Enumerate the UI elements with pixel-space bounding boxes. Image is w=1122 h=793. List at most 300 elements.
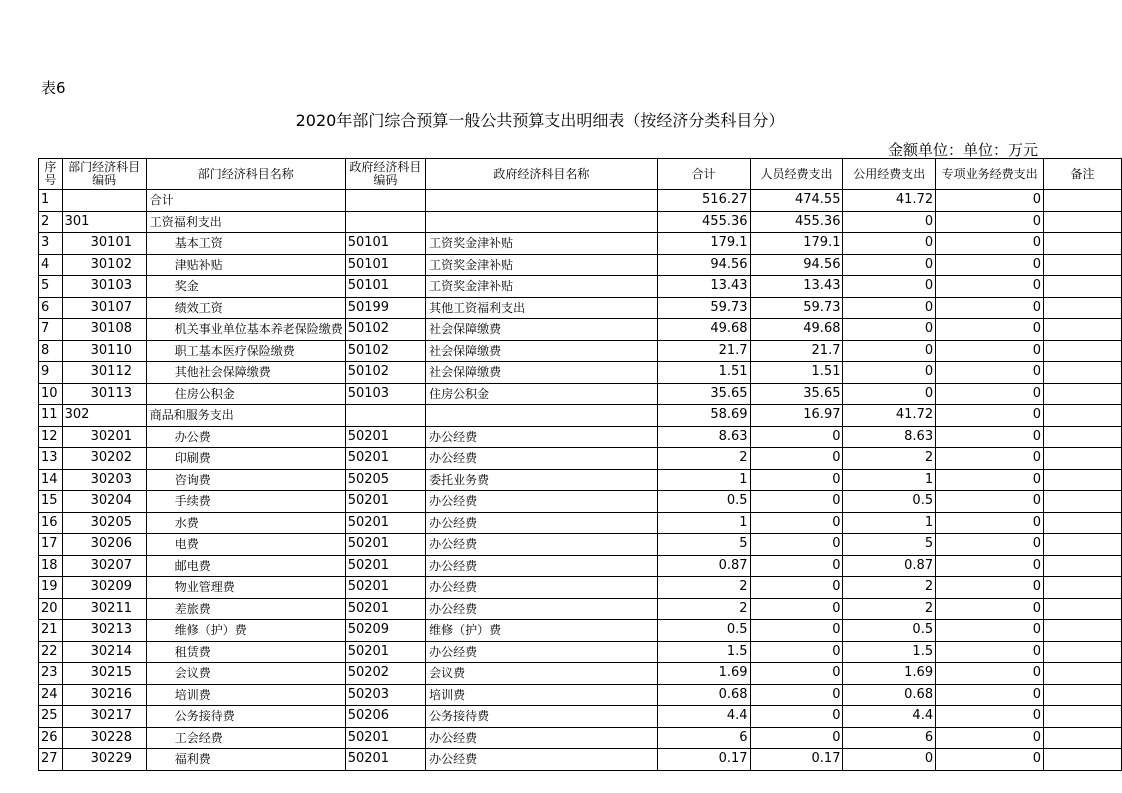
gov-name-cell: 办公经费 bbox=[426, 448, 658, 470]
note-cell bbox=[1044, 555, 1122, 577]
dept-code-cell: 30205 bbox=[62, 512, 146, 534]
dept-name-cell: 工资福利支出 bbox=[146, 211, 345, 233]
table-row bbox=[39, 297, 1122, 319]
table-row bbox=[39, 555, 1122, 577]
public-cell: 6 bbox=[843, 727, 936, 749]
personnel-cell: 0 bbox=[750, 663, 843, 685]
gov-name-cell: 工资奖金津补贴 bbox=[426, 276, 658, 298]
total-cell: 58.69 bbox=[657, 405, 750, 427]
note-cell bbox=[1044, 405, 1122, 427]
row-no: 6 bbox=[39, 297, 63, 319]
note-cell bbox=[1044, 534, 1122, 556]
public-cell: 0.87 bbox=[843, 555, 936, 577]
gov-code-cell: 50101 bbox=[345, 233, 425, 255]
gov-name-cell: 工资奖金津补贴 bbox=[426, 233, 658, 255]
note-cell bbox=[1044, 319, 1122, 341]
gov-code-cell: 50199 bbox=[345, 297, 425, 319]
table-row bbox=[39, 469, 1122, 491]
gov-name-cell: 委托业务费 bbox=[426, 469, 658, 491]
col-header-note: 备注 bbox=[1044, 159, 1122, 190]
table-label: 表6 bbox=[41, 79, 66, 97]
dept-name-cell: 其他社会保障缴费 bbox=[146, 362, 345, 384]
note-cell bbox=[1044, 598, 1122, 620]
dept-code-cell: 30103 bbox=[62, 276, 146, 298]
dept-name-cell: 商品和服务支出 bbox=[146, 405, 345, 427]
dept-name-cell: 维修（护）费 bbox=[146, 620, 345, 642]
total-cell: 13.43 bbox=[657, 276, 750, 298]
personnel-cell: 1.51 bbox=[750, 362, 843, 384]
public-cell: 1.5 bbox=[843, 641, 936, 663]
unit-note: 金额单位：单位：万元 bbox=[887, 141, 1038, 159]
special-cell: 0 bbox=[936, 512, 1044, 534]
special-cell: 0 bbox=[936, 706, 1044, 728]
total-cell: 1.51 bbox=[657, 362, 750, 384]
col-header-total: 合计 bbox=[657, 159, 750, 190]
total-cell: 35.65 bbox=[657, 383, 750, 405]
gov-code-cell: 50201 bbox=[345, 534, 425, 556]
personnel-cell: 0 bbox=[750, 448, 843, 470]
dept-code-cell: 30228 bbox=[62, 727, 146, 749]
note-cell bbox=[1044, 641, 1122, 663]
header-row bbox=[39, 159, 1122, 190]
public-cell: 2 bbox=[843, 598, 936, 620]
note-cell bbox=[1044, 426, 1122, 448]
personnel-cell: 179.1 bbox=[750, 233, 843, 255]
special-cell: 0 bbox=[936, 211, 1044, 233]
total-cell: 1 bbox=[657, 469, 750, 491]
table-row bbox=[39, 405, 1122, 427]
row-no: 5 bbox=[39, 276, 63, 298]
total-cell: 21.7 bbox=[657, 340, 750, 362]
total-cell: 179.1 bbox=[657, 233, 750, 255]
gov-code-cell: 50205 bbox=[345, 469, 425, 491]
dept-code-cell: 30215 bbox=[62, 663, 146, 685]
total-cell: 2 bbox=[657, 598, 750, 620]
row-no: 13 bbox=[39, 448, 63, 470]
gov-name-cell: 会议费 bbox=[426, 663, 658, 685]
dept-code-cell: 30209 bbox=[62, 577, 146, 599]
gov-name-cell: 社会保障缴费 bbox=[426, 319, 658, 341]
dept-code-cell: 30203 bbox=[62, 469, 146, 491]
table-row bbox=[39, 727, 1122, 749]
gov-name-cell: 办公经费 bbox=[426, 749, 658, 771]
special-cell: 0 bbox=[936, 190, 1044, 212]
row-no: 27 bbox=[39, 749, 63, 771]
public-cell: 0.5 bbox=[843, 491, 936, 513]
dept-name-cell: 差旅费 bbox=[146, 598, 345, 620]
special-cell: 0 bbox=[936, 297, 1044, 319]
table-row bbox=[39, 211, 1122, 233]
personnel-cell: 0 bbox=[750, 534, 843, 556]
row-no: 17 bbox=[39, 534, 63, 556]
gov-name-cell: 办公经费 bbox=[426, 512, 658, 534]
special-cell: 0 bbox=[936, 598, 1044, 620]
note-cell bbox=[1044, 254, 1122, 276]
dept-code-cell: 30202 bbox=[62, 448, 146, 470]
col-header-dept-name: 部门经济科目名称 bbox=[146, 159, 345, 190]
gov-code-cell: 50201 bbox=[345, 426, 425, 448]
table-row bbox=[39, 340, 1122, 362]
gov-code-cell: 50201 bbox=[345, 749, 425, 771]
table-row bbox=[39, 254, 1122, 276]
row-no: 7 bbox=[39, 319, 63, 341]
special-cell: 0 bbox=[936, 749, 1044, 771]
special-cell: 0 bbox=[936, 254, 1044, 276]
dept-name-cell: 租赁费 bbox=[146, 641, 345, 663]
dept-name-cell: 水费 bbox=[146, 512, 345, 534]
gov-code-cell: 50209 bbox=[345, 620, 425, 642]
row-no: 19 bbox=[39, 577, 63, 599]
public-cell: 0 bbox=[843, 276, 936, 298]
personnel-cell: 0 bbox=[750, 727, 843, 749]
public-cell: 0 bbox=[843, 319, 936, 341]
note-cell bbox=[1044, 190, 1122, 212]
note-cell bbox=[1044, 276, 1122, 298]
note-cell bbox=[1044, 577, 1122, 599]
dept-code-cell: 30207 bbox=[62, 555, 146, 577]
table-row bbox=[39, 534, 1122, 556]
gov-code-cell: 50202 bbox=[345, 663, 425, 685]
public-cell: 41.72 bbox=[843, 405, 936, 427]
note-cell bbox=[1044, 469, 1122, 491]
gov-code-cell: 50103 bbox=[345, 383, 425, 405]
table-row bbox=[39, 684, 1122, 706]
gov-code-cell: 50102 bbox=[345, 319, 425, 341]
table-row bbox=[39, 641, 1122, 663]
total-cell: 0.68 bbox=[657, 684, 750, 706]
table-row bbox=[39, 577, 1122, 599]
table-row bbox=[39, 362, 1122, 384]
note-cell bbox=[1044, 362, 1122, 384]
gov-code-cell: 50201 bbox=[345, 598, 425, 620]
gov-code-cell: 50201 bbox=[345, 512, 425, 534]
row-no: 15 bbox=[39, 491, 63, 513]
total-cell: 1 bbox=[657, 512, 750, 534]
personnel-cell: 0 bbox=[750, 469, 843, 491]
table-row bbox=[39, 598, 1122, 620]
row-no: 16 bbox=[39, 512, 63, 534]
dept-code-cell: 30110 bbox=[62, 340, 146, 362]
table-row bbox=[39, 276, 1122, 298]
total-cell: 6 bbox=[657, 727, 750, 749]
col-header-personnel: 人员经费支出 bbox=[750, 159, 843, 190]
page-title: 2020年部门综合预算一般公共预算支出明细表（按经济分类科目分） bbox=[295, 111, 785, 130]
personnel-cell: 0 bbox=[750, 641, 843, 663]
personnel-cell: 0 bbox=[750, 706, 843, 728]
dept-code-cell: 30107 bbox=[62, 297, 146, 319]
dept-code-cell: 30102 bbox=[62, 254, 146, 276]
table-row bbox=[39, 448, 1122, 470]
special-cell: 0 bbox=[936, 426, 1044, 448]
public-cell: 0 bbox=[843, 297, 936, 319]
gov-name-cell: 办公经费 bbox=[426, 577, 658, 599]
gov-code-cell: 50201 bbox=[345, 641, 425, 663]
total-cell: 2 bbox=[657, 577, 750, 599]
total-cell: 0.5 bbox=[657, 491, 750, 513]
dept-name-cell: 奖金 bbox=[146, 276, 345, 298]
dept-name-cell: 机关事业单位基本养老保险缴费 bbox=[146, 319, 345, 341]
personnel-cell: 94.56 bbox=[750, 254, 843, 276]
total-cell: 5 bbox=[657, 534, 750, 556]
gov-name-cell: 其他工资福利支出 bbox=[426, 297, 658, 319]
col-header-gov-name: 政府经济科目名称 bbox=[426, 159, 658, 190]
dept-name-cell: 津贴补贴 bbox=[146, 254, 345, 276]
note-cell bbox=[1044, 706, 1122, 728]
dept-name-cell: 住房公积金 bbox=[146, 383, 345, 405]
personnel-cell: 35.65 bbox=[750, 383, 843, 405]
public-cell: 0.5 bbox=[843, 620, 936, 642]
special-cell: 0 bbox=[936, 276, 1044, 298]
row-no: 22 bbox=[39, 641, 63, 663]
personnel-cell: 0 bbox=[750, 684, 843, 706]
row-no: 3 bbox=[39, 233, 63, 255]
dept-code-cell: 30216 bbox=[62, 684, 146, 706]
public-cell: 41.72 bbox=[843, 190, 936, 212]
gov-code-cell: 50201 bbox=[345, 727, 425, 749]
row-no: 8 bbox=[39, 340, 63, 362]
col-header-no: 序号 bbox=[39, 159, 63, 190]
personnel-cell: 21.7 bbox=[750, 340, 843, 362]
total-cell: 1.69 bbox=[657, 663, 750, 685]
special-cell: 0 bbox=[936, 233, 1044, 255]
personnel-cell: 0 bbox=[750, 491, 843, 513]
note-cell bbox=[1044, 620, 1122, 642]
gov-code-cell: 50101 bbox=[345, 276, 425, 298]
dept-code-cell bbox=[62, 190, 146, 212]
total-cell: 455.36 bbox=[657, 211, 750, 233]
total-cell: 1.5 bbox=[657, 641, 750, 663]
gov-name-cell: 维修（护）费 bbox=[426, 620, 658, 642]
table-row bbox=[39, 190, 1122, 212]
note-cell bbox=[1044, 340, 1122, 362]
total-cell: 0.17 bbox=[657, 749, 750, 771]
gov-name-cell: 住房公积金 bbox=[426, 383, 658, 405]
special-cell: 0 bbox=[936, 448, 1044, 470]
dept-code-cell: 30101 bbox=[62, 233, 146, 255]
row-no: 25 bbox=[39, 706, 63, 728]
dept-name-cell: 公务接待费 bbox=[146, 706, 345, 728]
personnel-cell: 0 bbox=[750, 555, 843, 577]
dept-name-cell: 手续费 bbox=[146, 491, 345, 513]
special-cell: 0 bbox=[936, 383, 1044, 405]
gov-name-cell: 社会保障缴费 bbox=[426, 362, 658, 384]
public-cell: 0 bbox=[843, 254, 936, 276]
table-row bbox=[39, 426, 1122, 448]
note-cell bbox=[1044, 749, 1122, 771]
gov-name-cell: 办公经费 bbox=[426, 641, 658, 663]
gov-code-cell: 50201 bbox=[345, 491, 425, 513]
note-cell bbox=[1044, 448, 1122, 470]
dept-code-cell: 30229 bbox=[62, 749, 146, 771]
table-row bbox=[39, 319, 1122, 341]
dept-name-cell: 福利费 bbox=[146, 749, 345, 771]
dept-name-cell: 合计 bbox=[146, 190, 345, 212]
dept-code-cell: 30113 bbox=[62, 383, 146, 405]
special-cell: 0 bbox=[936, 405, 1044, 427]
note-cell bbox=[1044, 491, 1122, 513]
note-cell bbox=[1044, 297, 1122, 319]
dept-code-cell: 30112 bbox=[62, 362, 146, 384]
row-no: 23 bbox=[39, 663, 63, 685]
dept-code-cell: 30206 bbox=[62, 534, 146, 556]
budget-table bbox=[38, 158, 1122, 771]
dept-name-cell: 印刷费 bbox=[146, 448, 345, 470]
gov-code-cell: 50201 bbox=[345, 448, 425, 470]
row-no: 21 bbox=[39, 620, 63, 642]
dept-name-cell: 物业管理费 bbox=[146, 577, 345, 599]
special-cell: 0 bbox=[936, 362, 1044, 384]
dept-name-cell: 绩效工资 bbox=[146, 297, 345, 319]
gov-code-cell: 50102 bbox=[345, 362, 425, 384]
special-cell: 0 bbox=[936, 491, 1044, 513]
dept-code-cell: 30108 bbox=[62, 319, 146, 341]
public-cell: 5 bbox=[843, 534, 936, 556]
personnel-cell: 13.43 bbox=[750, 276, 843, 298]
total-cell: 59.73 bbox=[657, 297, 750, 319]
gov-code-cell: 50201 bbox=[345, 577, 425, 599]
note-cell bbox=[1044, 233, 1122, 255]
dept-name-cell: 电费 bbox=[146, 534, 345, 556]
public-cell: 8.63 bbox=[843, 426, 936, 448]
table-row bbox=[39, 512, 1122, 534]
dept-code-cell: 30201 bbox=[62, 426, 146, 448]
gov-name-cell: 公务接待费 bbox=[426, 706, 658, 728]
gov-code-cell: 50206 bbox=[345, 706, 425, 728]
gov-code-cell: 50102 bbox=[345, 340, 425, 362]
public-cell: 0.68 bbox=[843, 684, 936, 706]
gov-name-cell: 办公经费 bbox=[426, 426, 658, 448]
row-no: 1 bbox=[39, 190, 63, 212]
row-no: 20 bbox=[39, 598, 63, 620]
gov-name-cell: 办公经费 bbox=[426, 727, 658, 749]
col-header-dept-code: 部门经济科目编码 bbox=[62, 159, 146, 190]
dept-name-cell: 办公费 bbox=[146, 426, 345, 448]
public-cell: 1 bbox=[843, 512, 936, 534]
table-row bbox=[39, 620, 1122, 642]
table-row bbox=[39, 383, 1122, 405]
note-cell bbox=[1044, 663, 1122, 685]
special-cell: 0 bbox=[936, 663, 1044, 685]
row-no: 24 bbox=[39, 684, 63, 706]
row-no: 11 bbox=[39, 405, 63, 427]
total-cell: 0.5 bbox=[657, 620, 750, 642]
dept-name-cell: 会议费 bbox=[146, 663, 345, 685]
public-cell: 1.69 bbox=[843, 663, 936, 685]
row-no: 18 bbox=[39, 555, 63, 577]
gov-name-cell: 工资奖金津补贴 bbox=[426, 254, 658, 276]
gov-name-cell: 办公经费 bbox=[426, 534, 658, 556]
gov-name-cell: 办公经费 bbox=[426, 555, 658, 577]
table-row bbox=[39, 706, 1122, 728]
public-cell: 0 bbox=[843, 362, 936, 384]
public-cell: 2 bbox=[843, 577, 936, 599]
dept-name-cell: 基本工资 bbox=[146, 233, 345, 255]
special-cell: 0 bbox=[936, 684, 1044, 706]
total-cell: 0.87 bbox=[657, 555, 750, 577]
row-no: 12 bbox=[39, 426, 63, 448]
row-no: 2 bbox=[39, 211, 63, 233]
note-cell bbox=[1044, 727, 1122, 749]
total-cell: 94.56 bbox=[657, 254, 750, 276]
personnel-cell: 455.36 bbox=[750, 211, 843, 233]
gov-code-cell: 50203 bbox=[345, 684, 425, 706]
public-cell: 0 bbox=[843, 340, 936, 362]
special-cell: 0 bbox=[936, 555, 1044, 577]
note-cell bbox=[1044, 383, 1122, 405]
row-no: 9 bbox=[39, 362, 63, 384]
row-no: 10 bbox=[39, 383, 63, 405]
row-no: 14 bbox=[39, 469, 63, 491]
public-cell: 0 bbox=[843, 233, 936, 255]
special-cell: 0 bbox=[936, 577, 1044, 599]
special-cell: 0 bbox=[936, 620, 1044, 642]
note-cell bbox=[1044, 684, 1122, 706]
note-cell bbox=[1044, 211, 1122, 233]
personnel-cell: 474.55 bbox=[750, 190, 843, 212]
col-header-gov-code: 政府经济科目编码 bbox=[345, 159, 425, 190]
col-header-public: 公用经费支出 bbox=[843, 159, 936, 190]
gov-name-cell: 办公经费 bbox=[426, 491, 658, 513]
table-row bbox=[39, 749, 1122, 771]
dept-code-cell: 30217 bbox=[62, 706, 146, 728]
total-cell: 8.63 bbox=[657, 426, 750, 448]
special-cell: 0 bbox=[936, 641, 1044, 663]
personnel-cell: 16.97 bbox=[750, 405, 843, 427]
special-cell: 0 bbox=[936, 534, 1044, 556]
dept-name-cell: 职工基本医疗保险缴费 bbox=[146, 340, 345, 362]
personnel-cell: 0.17 bbox=[750, 749, 843, 771]
total-cell: 2 bbox=[657, 448, 750, 470]
personnel-cell: 0 bbox=[750, 512, 843, 534]
table-row bbox=[39, 233, 1122, 255]
gov-code-cell bbox=[345, 190, 425, 212]
gov-name-cell bbox=[426, 405, 658, 427]
row-no: 26 bbox=[39, 727, 63, 749]
total-cell: 516.27 bbox=[657, 190, 750, 212]
col-header-special: 专项业务经费支出 bbox=[936, 159, 1044, 190]
total-cell: 4.4 bbox=[657, 706, 750, 728]
gov-name-cell bbox=[426, 190, 658, 212]
dept-code-cell: 30214 bbox=[62, 641, 146, 663]
special-cell: 0 bbox=[936, 319, 1044, 341]
personnel-cell: 0 bbox=[750, 577, 843, 599]
special-cell: 0 bbox=[936, 340, 1044, 362]
public-cell: 0 bbox=[843, 383, 936, 405]
table-row bbox=[39, 663, 1122, 685]
gov-code-cell bbox=[345, 405, 425, 427]
dept-name-cell: 培训费 bbox=[146, 684, 345, 706]
gov-code-cell: 50201 bbox=[345, 555, 425, 577]
gov-name-cell: 培训费 bbox=[426, 684, 658, 706]
dept-name-cell: 邮电费 bbox=[146, 555, 345, 577]
personnel-cell: 59.73 bbox=[750, 297, 843, 319]
dept-code-cell: 30204 bbox=[62, 491, 146, 513]
table-row bbox=[39, 491, 1122, 513]
public-cell: 2 bbox=[843, 448, 936, 470]
public-cell: 0 bbox=[843, 211, 936, 233]
total-cell: 49.68 bbox=[657, 319, 750, 341]
dept-code-cell: 30213 bbox=[62, 620, 146, 642]
dept-name-cell: 咨询费 bbox=[146, 469, 345, 491]
dept-name-cell: 工会经费 bbox=[146, 727, 345, 749]
personnel-cell: 0 bbox=[750, 426, 843, 448]
gov-code-cell bbox=[345, 211, 425, 233]
gov-code-cell: 50101 bbox=[345, 254, 425, 276]
gov-name-cell bbox=[426, 211, 658, 233]
personnel-cell: 0 bbox=[750, 620, 843, 642]
row-no: 4 bbox=[39, 254, 63, 276]
dept-code-cell: 302 bbox=[62, 405, 146, 427]
